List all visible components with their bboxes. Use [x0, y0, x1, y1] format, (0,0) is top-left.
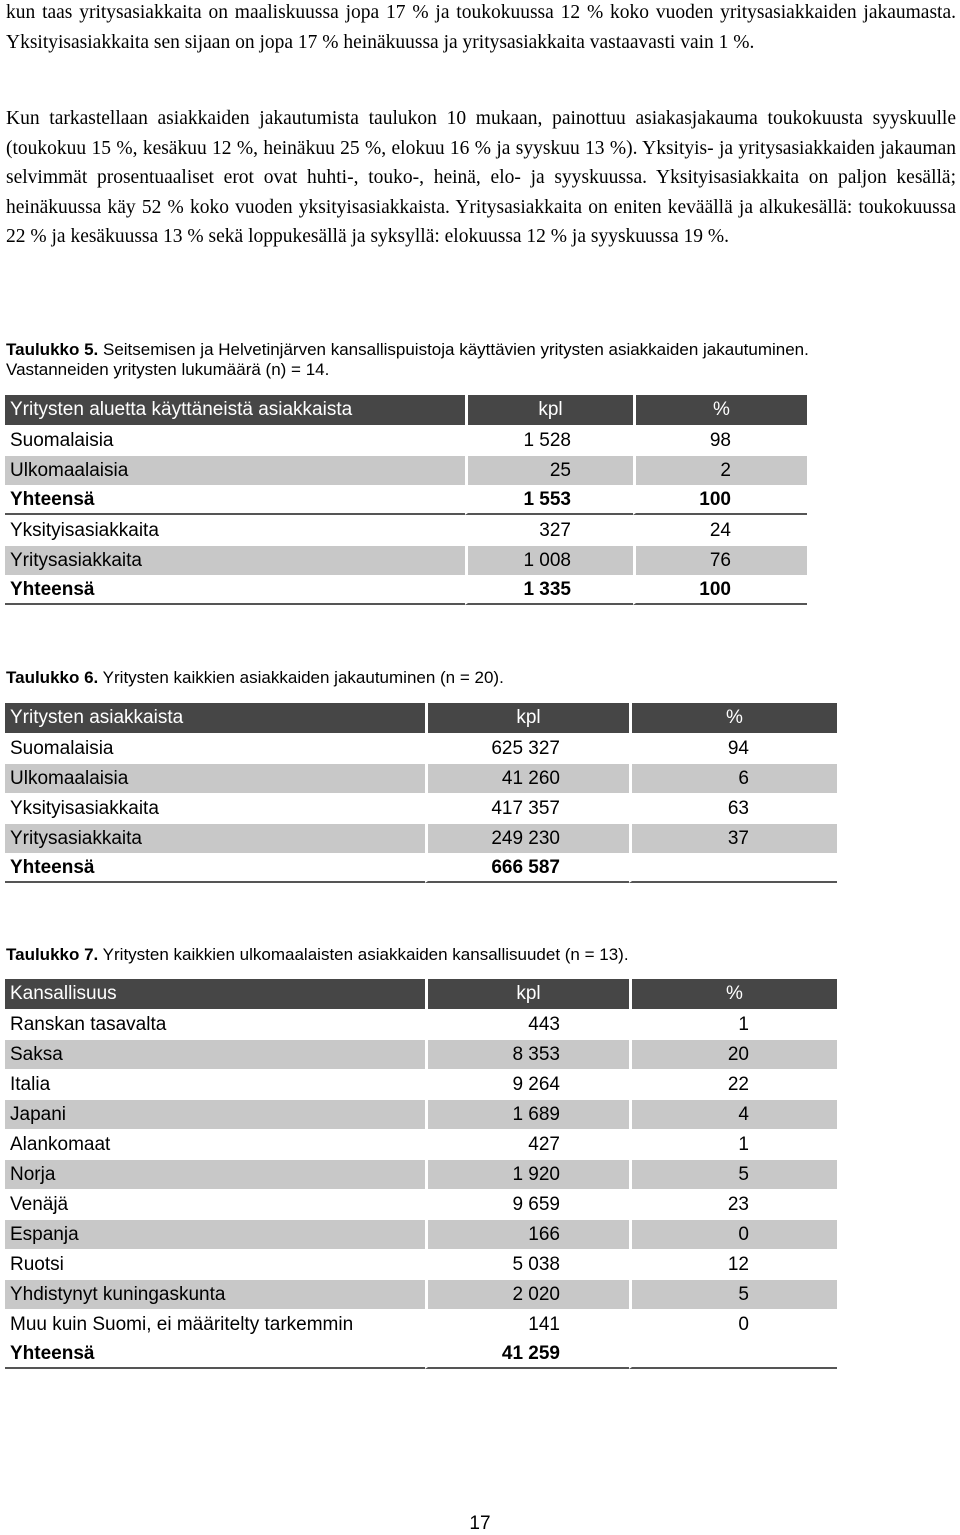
table6 [5, 703, 837, 883]
table7-caption-label: Taulukko 7. [6, 945, 99, 964]
table7-cell-label: Italia [5, 1069, 425, 1099]
table-row [5, 1309, 837, 1339]
table7-header-kpl: kpl [425, 979, 629, 1009]
table7-cell-kpl: 5 038 [425, 1249, 629, 1279]
table7-cell-label: Espanja [5, 1219, 425, 1249]
table7-cell-label: Saksa [5, 1039, 425, 1069]
table6-cell-label: Ulkomaalaisia [5, 763, 425, 793]
table7-cell-label: Muu kuin Suomi, ei määritelty tarkemmin [5, 1309, 425, 1339]
table-row [5, 1279, 837, 1309]
table5-cell-percent: 98 [633, 425, 807, 455]
table6-cell-kpl: 666 587 [425, 853, 629, 883]
table5-cell-percent: 76 [633, 545, 807, 575]
table7-cell-kpl: 443 [425, 1009, 629, 1039]
table6-header-percent: % [629, 703, 837, 733]
table6-caption [6, 668, 906, 688]
table5-cell-percent: 100 [633, 485, 807, 515]
table5-header-row [5, 395, 807, 425]
table7-cell-label: Yhteensä [5, 1339, 425, 1369]
table7-cell-label: Ranskan tasavalta [5, 1009, 425, 1039]
table7-cell-kpl: 427 [425, 1129, 629, 1159]
table5-cell-percent: 100 [633, 575, 807, 605]
table7-caption [6, 945, 906, 965]
table7-cell-label: Japani [5, 1099, 425, 1129]
table5-cell-label: Suomalaisia [5, 425, 465, 455]
table-row [5, 1159, 837, 1189]
table7-cell-label: Norja [5, 1159, 425, 1189]
table7-cell-percent: 22 [629, 1069, 837, 1099]
table7-header-percent: % [629, 979, 837, 1009]
table-row [5, 1219, 837, 1249]
table-row [5, 793, 837, 823]
table5-header-category: Yritysten aluetta käyttäneistä asiakkaista [5, 395, 465, 425]
table7-cell-percent: 1 [629, 1009, 837, 1039]
table7-cell-percent: 0 [629, 1309, 837, 1339]
table-row [5, 1339, 837, 1369]
table5-cell-percent: 24 [633, 515, 807, 545]
table5-cell-label: Yritysasiakkaita [5, 545, 465, 575]
paragraph-distribution: Kun tarkastellaan asiakkaiden jakautumista taulukon 10 mukaan, painottuu asiakasjakauma toukokuusta syyskuulle (toukokuu 15 %, kesäkuu 12 %, heinäkuu 25 %, elokuu 16 % ja syyskuu 13 %). Yksityis- ja yritysasiakkaiden jakauman selvimmät prosentuaaliset erot ovat huhti-, touko-, heinä, elo- ja syyskuussa. Yksityisasiakkaita on paljon kesällä; heinäkuussa käy 52 % koko vuoden yksityisasiakkaista. Yritysasiakkaita on eniten keväällä ja alkukesällä: toukokuussa 22 % ja kesäkuussa 13 % sekä loppukesällä ja syksyllä: elokuussa 12 % ja syyskuussa 19 %. [6, 108, 956, 247]
table6-caption-label: Taulukko 6. [6, 668, 99, 687]
table7-cell-percent: 0 [629, 1219, 837, 1249]
table7-cell-percent: 4 [629, 1099, 837, 1129]
table7-cell-percent [629, 1339, 837, 1369]
table5-cell-kpl: 1 335 [465, 575, 633, 605]
table7-cell-kpl: 2 020 [425, 1279, 629, 1309]
table-row [5, 1039, 837, 1069]
table-row [5, 1009, 837, 1039]
table-row [5, 1069, 837, 1099]
table6-cell-label: Yritysasiakkaita [5, 823, 425, 853]
table5-cell-percent: 2 [633, 455, 807, 485]
table7-cell-percent: 5 [629, 1159, 837, 1189]
table7-cell-percent: 1 [629, 1129, 837, 1159]
table5-caption-label: Taulukko 5. [6, 340, 99, 359]
table6-header-kpl: kpl [425, 703, 629, 733]
table6-cell-kpl: 41 260 [425, 763, 629, 793]
table6-cell-percent: 6 [629, 763, 837, 793]
table6-cell-percent [629, 853, 837, 883]
table7-cell-label: Ruotsi [5, 1249, 425, 1279]
table-row [5, 515, 807, 545]
table7-cell-percent: 20 [629, 1039, 837, 1069]
table5-cell-label: Yhteensä [5, 575, 465, 605]
table5-cell-label: Yhteensä [5, 485, 465, 515]
table7-cell-kpl: 1 689 [425, 1099, 629, 1129]
page-number: 17 [469, 1513, 491, 1534]
table7-header-row [5, 979, 837, 1009]
table6-cell-label: Yhteensä [5, 853, 425, 883]
table-row [5, 1099, 837, 1129]
table6-cell-percent: 94 [629, 733, 837, 763]
table7-cell-kpl: 9 264 [425, 1069, 629, 1099]
table5 [5, 395, 807, 605]
table6-header-category: Yritysten asiakkaista [5, 703, 425, 733]
table6-cell-kpl: 249 230 [425, 823, 629, 853]
table5-cell-kpl: 1 553 [465, 485, 633, 515]
table6-cell-percent: 37 [629, 823, 837, 853]
table7-cell-percent: 5 [629, 1279, 837, 1309]
table-row [5, 1249, 837, 1279]
table-row [5, 485, 807, 515]
table-row [5, 853, 837, 883]
table7-cell-kpl: 1 920 [425, 1159, 629, 1189]
table7-cell-percent: 23 [629, 1189, 837, 1219]
table7-cell-kpl: 166 [425, 1219, 629, 1249]
table7-cell-kpl: 141 [425, 1309, 629, 1339]
table-row [5, 545, 807, 575]
table-row [5, 575, 807, 605]
table7 [5, 979, 837, 1369]
table7-cell-percent: 12 [629, 1249, 837, 1279]
table-row [5, 1129, 837, 1159]
table7-caption-text: Yritysten kaikkien ulkomaalaisten asiakkaiden kansallisuudet (n = 13). [98, 945, 629, 964]
table7-cell-kpl: 9 659 [425, 1189, 629, 1219]
table5-caption-text: Seitsemisen ja Helvetinjärven kansallispuistoja käyttävien yritysten asiakkaiden jakautuminen. Vastanneiden yritysten lukumäärä (n) = 14. [6, 340, 809, 379]
table5-cell-kpl: 1 008 [465, 545, 633, 575]
table5-cell-kpl: 25 [465, 455, 633, 485]
table6-cell-label: Suomalaisia [5, 733, 425, 763]
table-row [5, 1189, 837, 1219]
table7-cell-label: Yhdistynyt kuningaskunta [5, 1279, 425, 1309]
table7-cell-kpl: 41 259 [425, 1339, 629, 1369]
table5-header-percent: % [633, 395, 807, 425]
table-row [5, 733, 837, 763]
table-row [5, 425, 807, 455]
table6-cell-kpl: 417 357 [425, 793, 629, 823]
table5-cell-label: Ulkomaalaisia [5, 455, 465, 485]
table5-caption [6, 340, 816, 380]
table6-cell-kpl: 625 327 [425, 733, 629, 763]
table5-cell-kpl: 327 [465, 515, 633, 545]
table6-header-row [5, 703, 837, 733]
table5-cell-kpl: 1 528 [465, 425, 633, 455]
table7-cell-kpl: 8 353 [425, 1039, 629, 1069]
table7-cell-label: Venäjä [5, 1189, 425, 1219]
table-row [5, 823, 837, 853]
table-row [5, 763, 837, 793]
table6-cell-percent: 63 [629, 793, 837, 823]
table5-header-kpl: kpl [465, 395, 633, 425]
table5-cell-label: Yksityisasiakkaita [5, 515, 465, 545]
table7-header-category: Kansallisuus [5, 979, 425, 1009]
table6-caption-text: Yritysten kaikkien asiakkaiden jakautuminen (n = 20). [98, 668, 504, 687]
table7-cell-label: Alankomaat [5, 1129, 425, 1159]
table-row [5, 455, 807, 485]
table6-cell-label: Yksityisasiakkaita [5, 793, 425, 823]
paragraph-intro: kun taas yritysasiakkaita on maaliskuussa jopa 17 % ja toukokuussa 12 % koko vuoden yritysasiakkaiden jakaumasta. Yksityisasiakkaita sen sijaan on jopa 17 % heinäkuussa ja yritysasiakkaita vastaavasti vain 1 %. [6, 2, 956, 53]
